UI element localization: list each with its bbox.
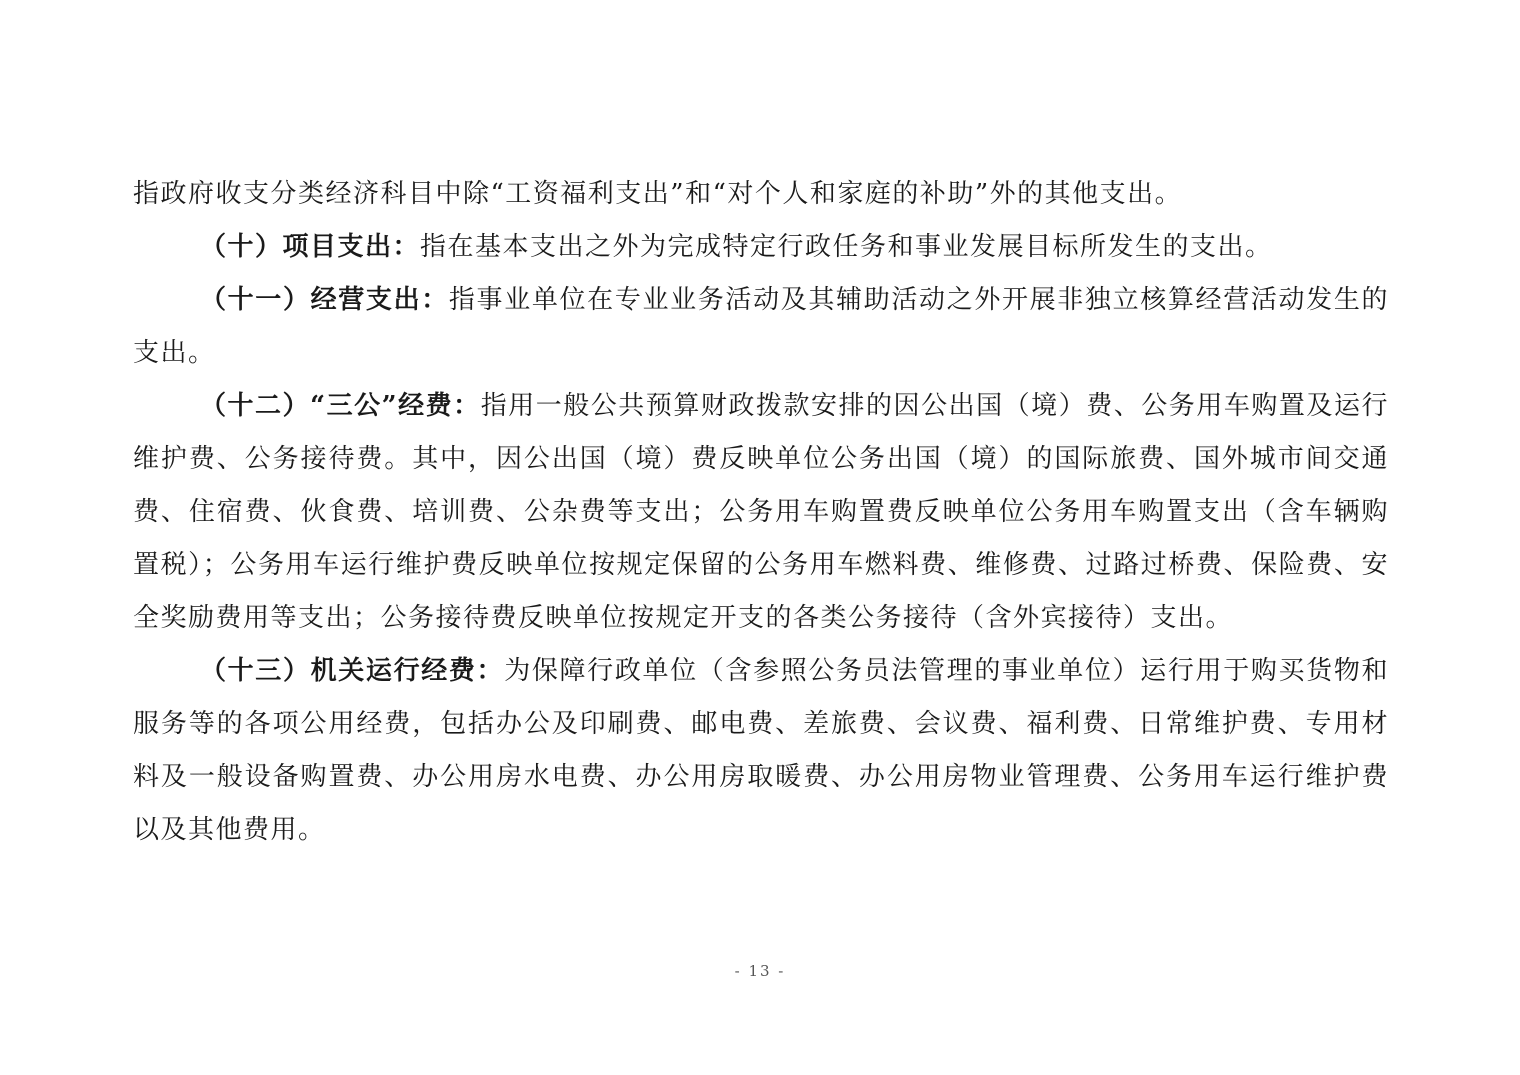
term-heading: （十二）“三公”经费： xyxy=(200,391,481,421)
term-heading: （十）项目支出： xyxy=(200,232,421,262)
term-heading: （十一）经营支出： xyxy=(200,285,449,315)
paragraph-text: 指在基本支出之外为完成特定行政任务和事业发展目标所发生的支出。 xyxy=(420,232,1273,262)
paragraph-operating-expenditure xyxy=(133,274,1389,380)
document-body xyxy=(133,168,1389,857)
paragraph-three-public-funds xyxy=(133,380,1389,645)
term-heading: （十三）机关运行经费： xyxy=(200,656,505,686)
paragraph-continuation xyxy=(133,168,1389,221)
paragraph-text: 为保障行政单位（含参照公务员法管理的事业单位）运行用于购买货物和服务等的各项公用经费，包括办公及印刷费、邮电费、差旅费、会议费、福利费、日常维护费、专用材料及一般设备购置费、办公用房水电费、办公用房取暖费、办公用房物业管理费、公务用车运行维护费以及其他费用。 xyxy=(133,656,1389,845)
paragraph-text: 指政府收支分类经济科目中除“工资福利支出”和“对个人和家庭的补助”外的其他支出。 xyxy=(133,179,1183,209)
paragraph-text: 指事业单位在专业业务活动及其辅助活动之外开展非独立核算经营活动发生的支出。 xyxy=(133,285,1389,368)
paragraph-project-expenditure xyxy=(133,221,1389,274)
page-number: - 13 - xyxy=(734,962,786,980)
paragraph-text: 指用一般公共预算财政拨款安排的因公出国（境）费、公务用车购置及运行维护费、公务接待费。其中，因公出国（境）费反映单位公务出国（境）的国际旅费、国外城市间交通费、住宿费、伙食费、培训费、公杂费等支出；公务用车购置费反映单位公务用车购置支出（含车辆购置税）；公务用车运行维护费反映单位按规定保留的公务用车燃料费、维修费、过路过桥费、保险费、安全奖励费用等支出；公务接待费反映单位按规定开支的各类公务接待（含外宾接待）支出。 xyxy=(133,391,1389,633)
paragraph-agency-operating-funds xyxy=(133,645,1389,857)
